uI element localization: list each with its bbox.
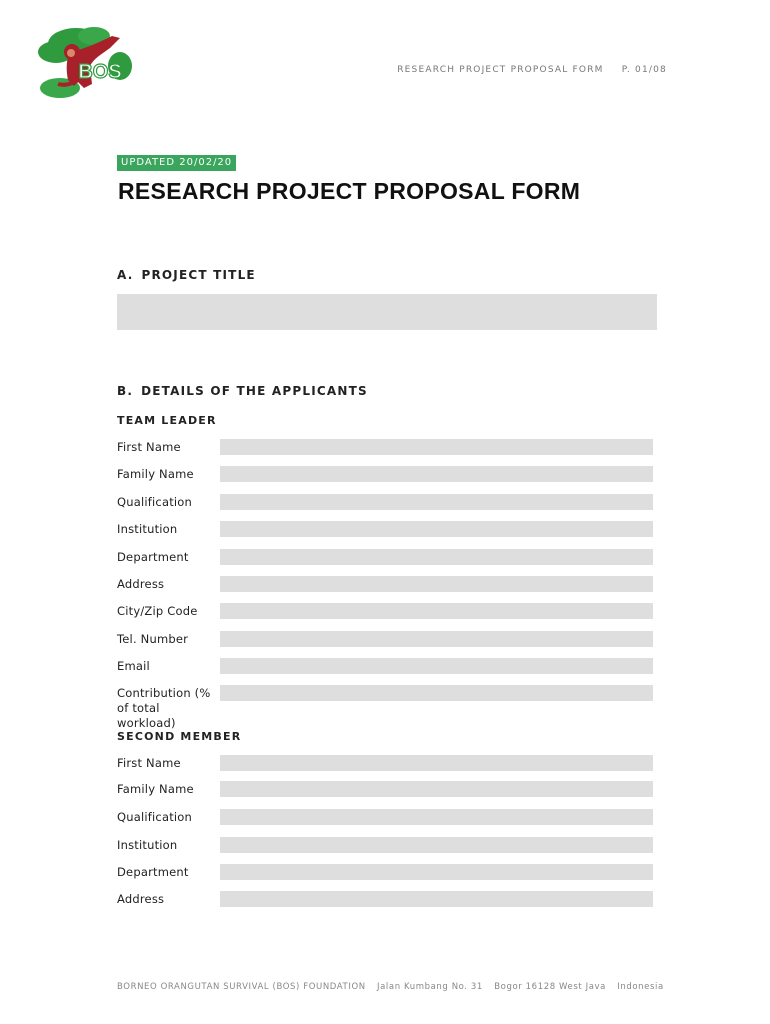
team-leader-contribution-row (117, 685, 653, 730)
second-member-family-name-row (117, 781, 653, 799)
second-member-institution-row (117, 837, 653, 855)
section-b-letter: B. (117, 384, 134, 398)
team-leader-family-name-input[interactable] (220, 466, 653, 482)
field-label: Tel. Number (117, 632, 189, 646)
second-member-address-row (117, 891, 653, 909)
field-label: Address (117, 892, 165, 906)
second-member-family-name-input[interactable] (220, 781, 653, 797)
field-label: Email (117, 659, 150, 673)
footer-org: BORNEO ORANGUTAN SURVIVAL (BOS) FOUNDATION (117, 982, 366, 992)
second-member-institution-input[interactable] (220, 837, 653, 853)
team-leader-institution-row (117, 521, 653, 539)
team-leader-institution-input[interactable] (220, 521, 653, 537)
team-leader-department-input[interactable] (220, 549, 653, 565)
footer (117, 982, 664, 992)
field-label: Family Name (117, 782, 194, 796)
section-b-title: DETAILS OF THE APPLICANTS (141, 384, 368, 398)
field-label: Department (117, 865, 189, 879)
header-page-number: P. 01/08 (621, 65, 667, 75)
bos-logo (30, 22, 138, 102)
field-label: Qualification (117, 810, 193, 824)
field-label: Department (117, 550, 189, 564)
team-leader-first-name-row (117, 439, 653, 457)
team-leader-first-name-input[interactable] (220, 439, 653, 455)
second-member-department-row (117, 864, 653, 882)
team-leader-department-row (117, 549, 653, 567)
team-leader-family-name-row (117, 466, 653, 484)
second-member-first-name-input[interactable] (220, 755, 653, 771)
field-label: Qualification (117, 495, 193, 509)
field-label: Institution (117, 838, 178, 852)
team-leader-tel-row (117, 631, 653, 649)
team-leader-city-zip-input[interactable] (220, 603, 653, 619)
team-leader-email-input[interactable] (220, 658, 653, 674)
section-b-heading (117, 384, 368, 398)
header-meta (397, 65, 667, 75)
second-member-address-input[interactable] (220, 891, 653, 907)
section-a-heading (117, 268, 256, 282)
field-label: Family Name (117, 467, 194, 481)
field-label: Institution (117, 522, 178, 536)
section-a-letter: A. (117, 268, 134, 282)
team-leader-tel-input[interactable] (220, 631, 653, 647)
team-leader-address-row (117, 576, 653, 594)
second-member-qualification-row (117, 809, 653, 827)
page-title: RESEARCH PROJECT PROPOSAL FORM (118, 178, 581, 204)
section-a-title: PROJECT TITLE (141, 268, 256, 282)
updated-badge: UPDATED 20/02/20 (117, 155, 236, 171)
logo-text: BOS (78, 61, 122, 83)
second-member-first-name-row (117, 755, 653, 773)
second-member-department-input[interactable] (220, 864, 653, 880)
field-label: First Name (117, 440, 181, 454)
team-leader-email-row (117, 658, 653, 676)
field-label: Contribution (% of total workload) (117, 686, 211, 730)
field-label: City/Zip Code (117, 604, 198, 618)
team-leader-qualification-row (117, 494, 653, 512)
team-leader-city-zip-row (117, 603, 653, 621)
field-label: Address (117, 577, 165, 591)
team-leader-heading: TEAM LEADER (117, 414, 217, 427)
second-member-heading: SECOND MEMBER (117, 730, 242, 743)
footer-country: Indonesia (617, 982, 664, 992)
team-leader-address-input[interactable] (220, 576, 653, 592)
footer-street: Jalan Kumbang No. 31 (377, 982, 483, 992)
team-leader-contribution-input[interactable] (220, 685, 653, 701)
field-label: First Name (117, 756, 181, 770)
footer-city: Bogor 16128 West Java (494, 982, 606, 992)
header-form-name: RESEARCH PROJECT PROPOSAL FORM (397, 65, 604, 75)
team-leader-qualification-input[interactable] (220, 494, 653, 510)
project-title-input[interactable] (117, 294, 657, 330)
second-member-qualification-input[interactable] (220, 809, 653, 825)
